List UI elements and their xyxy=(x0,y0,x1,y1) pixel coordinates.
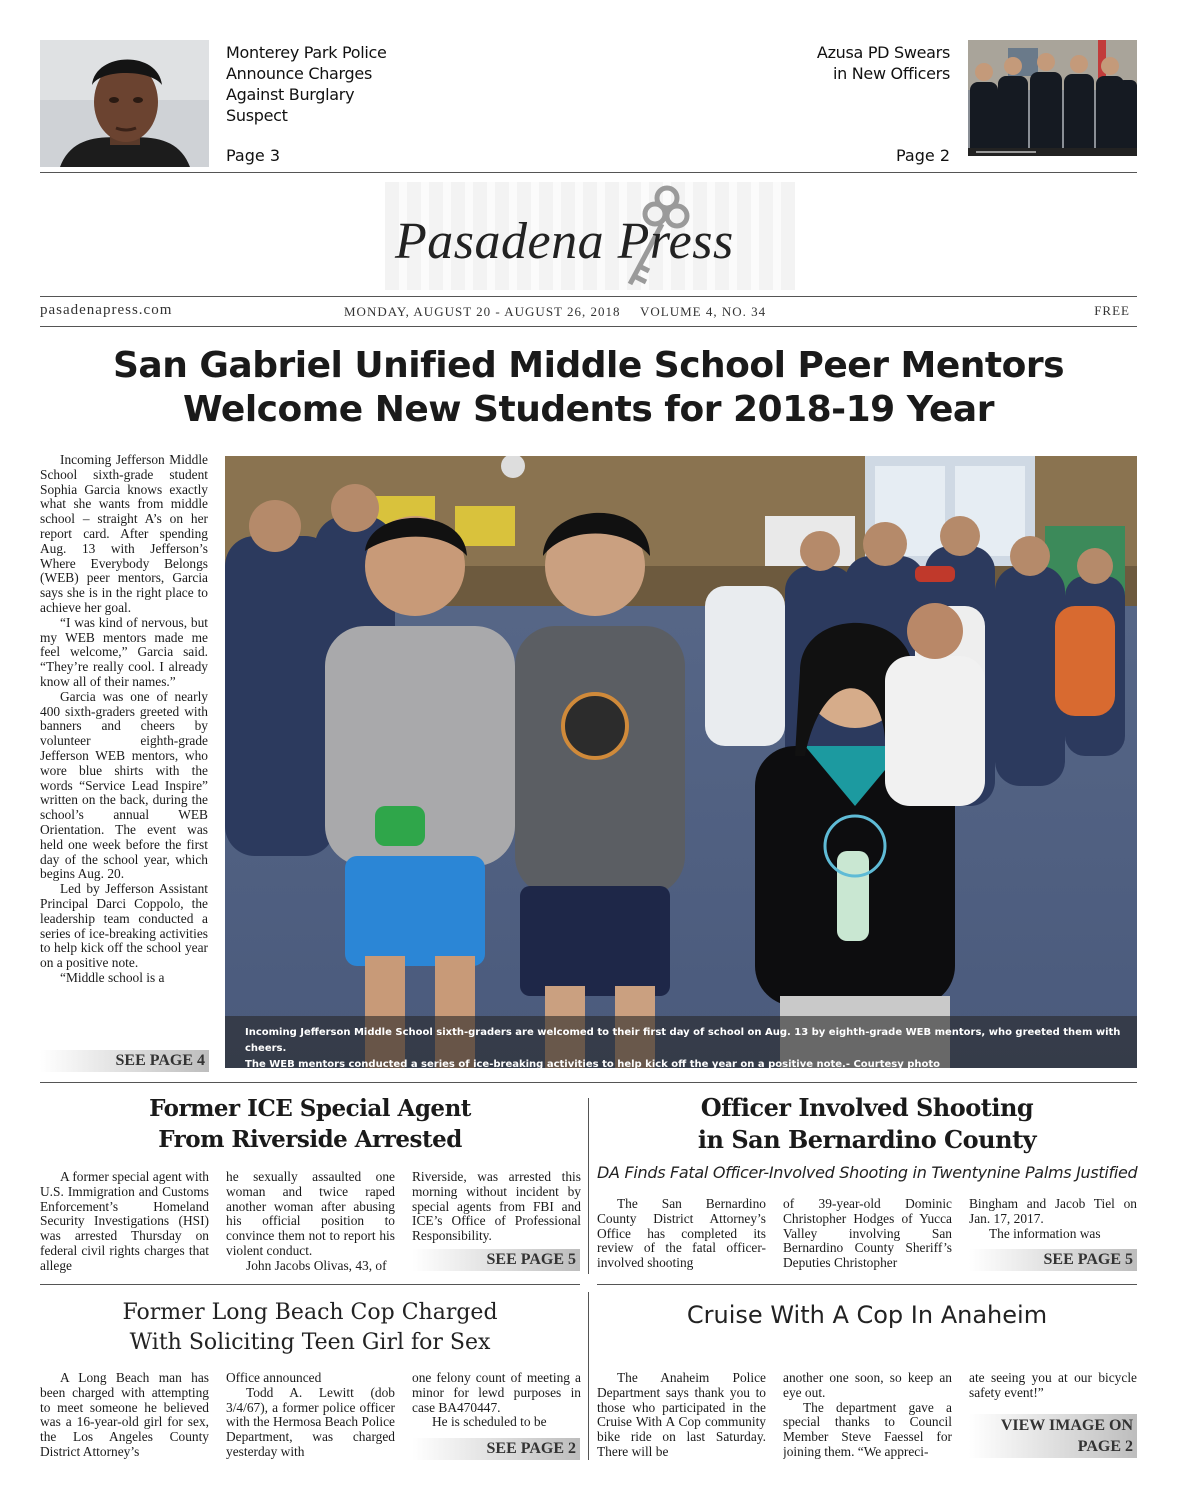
issue-date: MONDAY, AUGUST 20 - AUGUST 26, 2018 xyxy=(344,304,621,319)
ice-col-1 xyxy=(40,1170,209,1275)
officer-see-page-link[interactable]: SEE PAGE 5 xyxy=(969,1249,1137,1271)
lead-photo-caption xyxy=(225,1016,1137,1068)
officer-paragraph: The information was xyxy=(989,1225,1101,1241)
lead-see-page-link[interactable]: SEE PAGE 4 xyxy=(40,1050,209,1072)
cruise-view-line: VIEW IMAGE ON xyxy=(1000,1417,1133,1434)
cruise-paragraph: The Anaheim Police Department says thank you to those who participated in the Cruise With A Cop community bike ride on last Saturday. There will be xyxy=(597,1371,766,1459)
masthead-title[interactable]: Pasadena Press xyxy=(395,213,734,270)
officer-paragraph: Bingham and Jacob Tiel on Jan. 17, 2017. xyxy=(969,1197,1137,1226)
teaser-left-title[interactable] xyxy=(226,42,416,126)
lead-headline-line-2[interactable]: Welcome New Students for 2018-19 Year xyxy=(183,389,994,430)
cruise-headline[interactable]: Cruise With A Cop In Anaheim xyxy=(686,1301,1048,1329)
cruise-view-image-link[interactable] xyxy=(969,1414,1137,1458)
ice-paragraph: Riverside, was arrested this morning without incident by special agents from FBI and ICE’s Office of Professional Responsibility. xyxy=(412,1170,581,1244)
officers-photo[interactable] xyxy=(968,40,1137,156)
lead-bottom-rule xyxy=(40,1082,1137,1083)
lead-photo[interactable] xyxy=(225,456,1137,1068)
lead-body xyxy=(40,453,208,1031)
masthead-rule-bottom xyxy=(40,326,1137,327)
officer-col-3 xyxy=(969,1197,1137,1243)
cop-paragraph: Office announced xyxy=(226,1371,322,1385)
mid-rule-left xyxy=(40,1284,580,1285)
teaser-left-line: Suspect xyxy=(226,106,288,125)
caption-line: Incoming Jefferson Middle School sixth-graders are welcomed to their first day of school on Aug. 13 by eighth-grade WEB mentors, who greeted them with cheers. xyxy=(245,1027,1121,1054)
cruise-view-line: PAGE 2 xyxy=(1077,1438,1133,1455)
teaser-right-line: in New Officers xyxy=(832,64,950,83)
lead-headline-line-1[interactable]: San Gabriel Unified Middle School Peer Mentors xyxy=(112,345,1065,386)
officer-col-2 xyxy=(783,1197,952,1275)
ice-col-2 xyxy=(226,1170,395,1275)
teaser-left-page[interactable]: Page 3 xyxy=(226,146,280,165)
masthead-rule-top xyxy=(40,296,1137,297)
officer-headline-line: Officer Involved Shooting xyxy=(700,1093,1034,1122)
issue-price: FREE xyxy=(1094,303,1130,318)
cop-col-1 xyxy=(40,1371,209,1463)
cruise-paragraph: ate seeing you at our bicycle safety event!” xyxy=(969,1371,1137,1400)
ice-headline-line: From Riverside Arrested xyxy=(158,1126,462,1153)
ice-paragraph: he sexually assaulted one woman and twice raped another woman after abusing his official position to convince them not to report his violent conduct. xyxy=(226,1170,395,1258)
story-divider-top xyxy=(588,1098,589,1274)
officer-paragraph: of 39-year-old Dominic Christopher Hodges of Yucca Valley involving San Bernardino County Sheriff’s Deputies Christopher xyxy=(783,1197,952,1271)
teaser-right-line: Azusa PD Swears xyxy=(816,43,950,62)
cop-see-page-link[interactable]: SEE PAGE 2 xyxy=(412,1438,580,1460)
cruise-col-1 xyxy=(597,1371,766,1463)
cop-headline-line: With Soliciting Teen Girl for Sex xyxy=(129,1330,491,1355)
cruise-paragraph: The department gave a special thanks to Council Member Steve Faessel for joining them. “We appreci- xyxy=(783,1399,952,1459)
ice-paragraph: John Jacobs Olivas, 43, of xyxy=(246,1257,387,1273)
cop-paragraph: one felony count of meeting a minor for lewd purposes in case BA470447. xyxy=(412,1371,581,1415)
cop-headline[interactable] xyxy=(40,1298,580,1358)
teaser-left-line: Announce Charges xyxy=(226,64,372,83)
ice-paragraph: A former special agent with U.S. Immigration and Customs Enforcement’s Homeland Security Investigations (HSI) was arrested Thursday on federal civil rights charges that allege xyxy=(40,1170,209,1273)
officer-deck: DA Finds Fatal Officer-Involved Shooting in Twentynine Palms Justified xyxy=(597,1163,1138,1182)
lead-paragraph: Garcia was one of nearly 400 sixth-graders greeted with banners and cheers by volunteer eighth-grade Jefferson WEB mentors, who wore blue shirts with the words “Service Lead Inspire” written on the back, during the school’s annual WEB Orientation. The event was held one week before the first day of the school year, which begins Aug. 20. xyxy=(40,688,208,882)
officer-paragraph: The San Bernardino County District Attorney’s Office has completed its review of the fatal officer-involved shooting xyxy=(597,1197,766,1271)
officer-headline-line: in San Bernardino County xyxy=(697,1125,1037,1154)
cruise-col-2 xyxy=(783,1371,952,1463)
lead-paragraph: Incoming Jefferson Middle School sixth-grade student Sophia Garcia knows exactly what she wants from middle school – straight A’s on her report card. After spending Aug. 13 with Jefferson’s Where Everybody Belongs (WEB) peer mentors, Garcia says she is in the right place to achieve her goal. xyxy=(40,453,208,615)
teaser-left-line: Against Burglary xyxy=(226,85,355,104)
ice-see-page-link[interactable]: SEE PAGE 5 xyxy=(412,1249,580,1271)
officer-headline[interactable] xyxy=(597,1092,1137,1156)
story-divider-bottom xyxy=(588,1292,589,1460)
cop-paragraph: A Long Beach man has been charged with attempting to meet someone he believed was a 16-year-old girl for sex, the Los Angeles County District Attorney’s xyxy=(40,1371,209,1459)
cruise-col-3 xyxy=(969,1371,1137,1403)
suspect-photo[interactable] xyxy=(40,40,209,167)
website-link[interactable]: pasadenapress.com xyxy=(40,302,173,318)
ice-col-3 xyxy=(412,1170,581,1245)
lead-paragraph: “Middle school is a xyxy=(60,969,165,985)
cop-col-2 xyxy=(226,1371,395,1463)
ice-headline[interactable] xyxy=(40,1093,580,1155)
cop-headline-line: Former Long Beach Cop Charged xyxy=(122,1300,498,1325)
officer-col-1 xyxy=(597,1197,766,1275)
cop-paragraph: Todd A. Lewitt (dob 3/4/67), a former police officer with the Hermosa Beach Police Department, was charged yesterday with xyxy=(226,1384,395,1459)
teaser-right-page[interactable]: Page 2 xyxy=(896,146,950,165)
lead-paragraph: Led by Jefferson Assistant Principal Darci Coppolo, the leadership team conducted a series of ice-breaking activities to help kick off the school year on a positive note. xyxy=(40,881,208,971)
teaser-right-title[interactable] xyxy=(760,42,950,84)
cruise-paragraph: another one soon, so keep an eye out. xyxy=(783,1371,952,1400)
top-rule xyxy=(40,172,1137,173)
cop-paragraph: He is scheduled to be xyxy=(432,1414,547,1430)
mid-rule-right xyxy=(597,1284,1137,1285)
lead-paragraph: “I was kind of nervous, but my WEB mentors made me feel welcome,” Garcia said. “They’re really cool. I already know all of their names.” xyxy=(40,614,208,689)
issue-volume: VOLUME 4, NO. 34 xyxy=(640,304,767,319)
caption-line: The WEB mentors conducted a series of ice-breaking activities to help kick off the year on a positive note.- Courtesy photo xyxy=(245,1059,941,1068)
teaser-left-line: Monterey Park Police xyxy=(226,43,387,62)
ice-headline-line: Former ICE Special Agent xyxy=(149,1095,471,1122)
cop-col-3 xyxy=(412,1371,581,1433)
